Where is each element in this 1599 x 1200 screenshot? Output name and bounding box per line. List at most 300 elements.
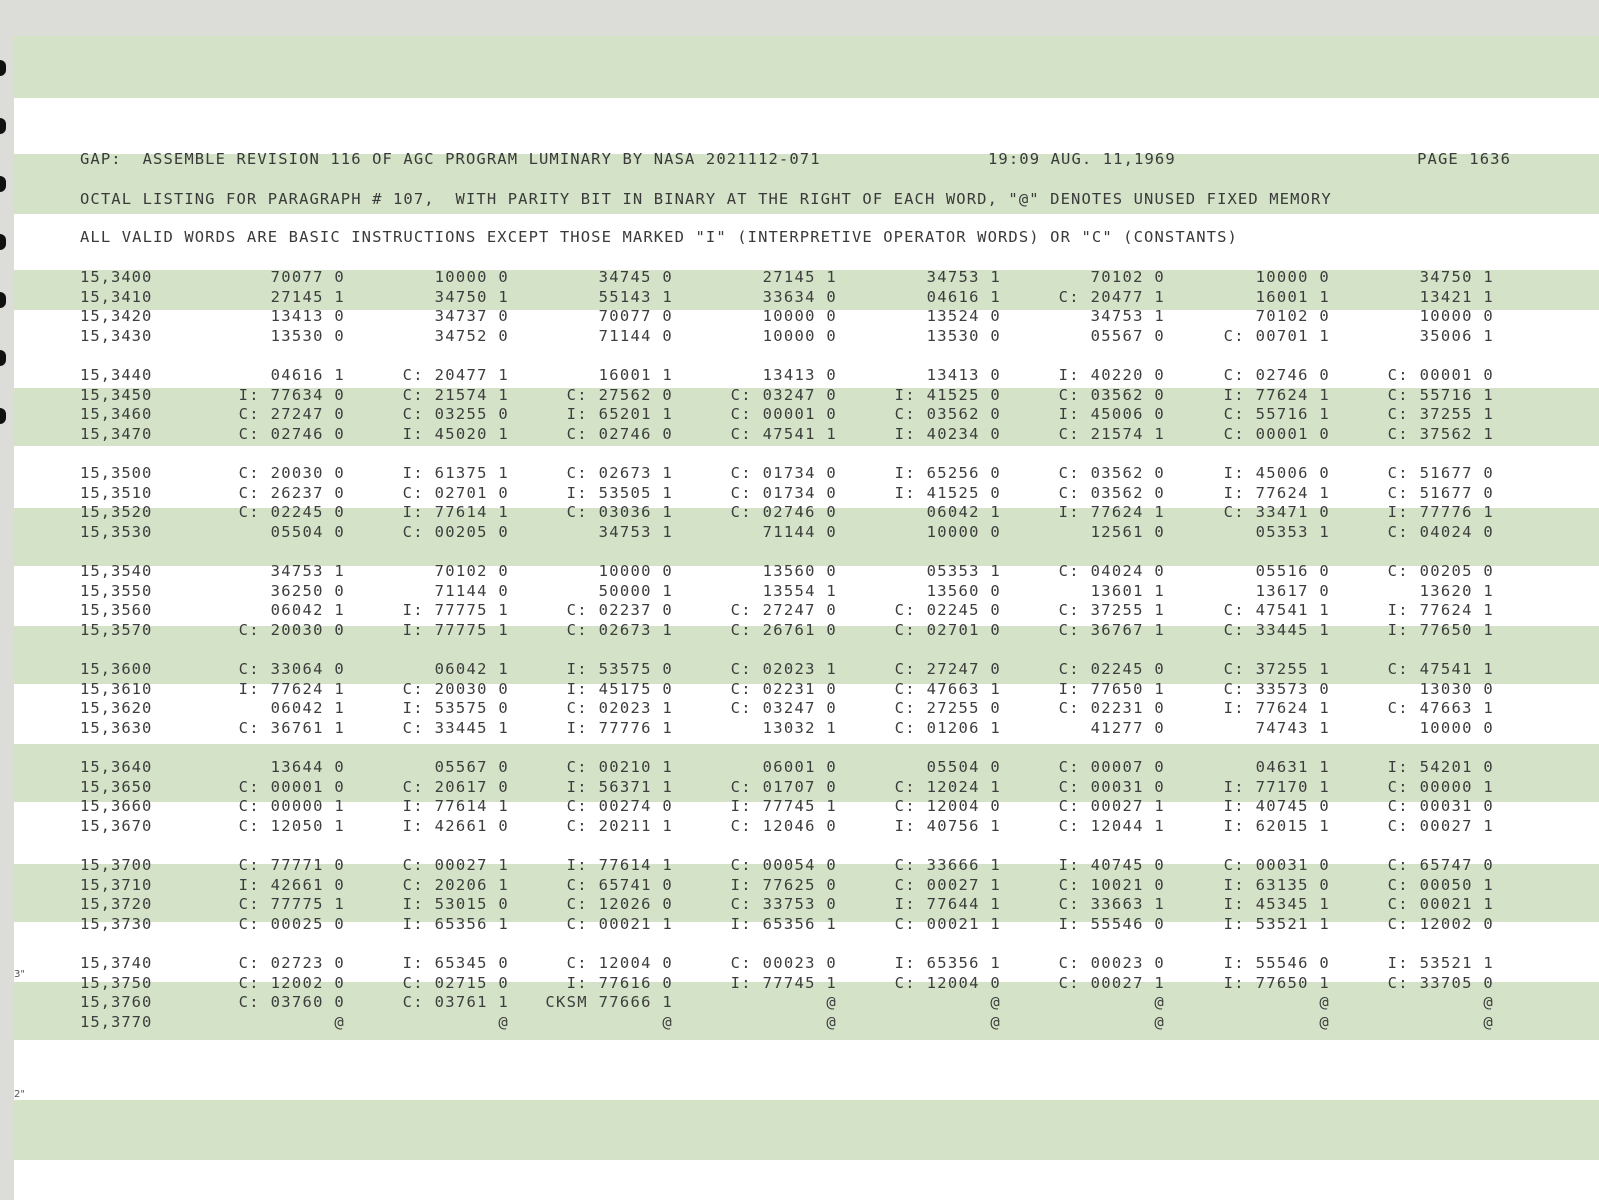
octal-word: C: 33753 0 — [730, 895, 837, 914]
octal-word: C: 03562 0 — [1058, 385, 1165, 404]
octal-word: C: 51677 0 — [1387, 483, 1494, 502]
octal-word: 05353 1 — [1255, 522, 1330, 541]
octal-word: C: 00027 1 — [1387, 816, 1494, 835]
octal-word: C: 12046 0 — [730, 816, 837, 835]
octal-word: C: 02701 0 — [402, 483, 509, 502]
octal-word: C: 47541 1 — [1387, 660, 1494, 678]
memory-address: 15,3600 — [80, 660, 153, 678]
octal-word: I: 53575 0 — [402, 699, 509, 718]
memory-address: 15,3520 — [80, 503, 153, 522]
octal-word: C: 02746 0 — [238, 424, 345, 443]
octal-word: I: 77170 1 — [1223, 777, 1330, 796]
listing-timestamp: 19:09 AUG. 11,1969 — [988, 150, 1176, 168]
octal-word: C: 27247 0 — [730, 601, 837, 620]
octal-word: 27145 1 — [762, 268, 837, 286]
octal-word: C: 03562 0 — [1058, 483, 1165, 502]
octal-word: C: 27247 0 — [894, 660, 1001, 678]
octal-word: C: 02231 0 — [730, 679, 837, 698]
octal-word: C: 03036 1 — [566, 503, 673, 522]
octal-word: C: 02723 0 — [238, 954, 345, 972]
octal-word: C: 03247 0 — [730, 385, 837, 404]
octal-word: I: 40220 0 — [1058, 366, 1165, 384]
octal-word: C: 02245 0 — [894, 601, 1001, 620]
octal-word: C: 00000 1 — [1387, 777, 1494, 796]
memory-address: 15,3560 — [80, 601, 153, 620]
octal-word: C: 20477 1 — [1058, 287, 1165, 306]
octal-word: C: 01707 0 — [730, 777, 837, 796]
octal-word: C: 20617 0 — [402, 777, 509, 796]
octal-word: C: 55716 1 — [1223, 405, 1330, 424]
octal-word: 10000 0 — [1419, 718, 1494, 737]
octal-word: C: 65747 0 — [1387, 856, 1494, 874]
octal-word: C: 00050 1 — [1387, 875, 1494, 894]
octal-word: @ — [990, 993, 1001, 1012]
octal-word: I: 77644 1 — [894, 895, 1001, 914]
octal-word: 27145 1 — [270, 287, 345, 306]
octal-word: 35006 1 — [1419, 326, 1494, 345]
octal-word: 71144 0 — [598, 326, 673, 345]
octal-word: 10000 0 — [762, 326, 837, 345]
octal-word: I: 42661 0 — [238, 875, 345, 894]
octal-word: @ — [990, 1012, 1001, 1031]
octal-word: I: 77614 1 — [402, 503, 509, 522]
margin-mark: 3" — [14, 969, 25, 980]
octal-word: I: 53015 0 — [402, 895, 509, 914]
octal-word: C: 00054 0 — [730, 856, 837, 874]
octal-word: C: 02673 1 — [566, 464, 673, 482]
octal-word: C: 37562 1 — [1387, 424, 1494, 443]
octal-word: I: 55546 0 — [1223, 954, 1330, 972]
octal-word: 50000 1 — [598, 581, 673, 600]
octal-word: 13524 0 — [926, 307, 1001, 326]
octal-word: I: 77614 1 — [402, 797, 509, 816]
octal-word: C: 00027 1 — [1058, 797, 1165, 816]
octal-word: C: 47541 1 — [1223, 601, 1330, 620]
octal-word: I: 77775 1 — [402, 601, 509, 620]
octal-word: 70102 0 — [1255, 307, 1330, 326]
page-number: PAGE 1636 — [1417, 150, 1511, 168]
octal-word: C: 02746 0 — [566, 424, 673, 443]
memory-address: 15,3410 — [80, 287, 153, 306]
memory-address: 15,3450 — [80, 385, 153, 404]
octal-word: CKSM 77666 1 — [545, 993, 673, 1012]
octal-word: C: 21574 1 — [1058, 424, 1165, 443]
octal-word: @ — [826, 1012, 837, 1031]
memory-address: 15,3750 — [80, 973, 153, 992]
octal-word: 06042 1 — [926, 503, 1001, 522]
memory-address: 15,3550 — [80, 581, 153, 600]
octal-word: C: 21574 1 — [402, 385, 509, 404]
memory-address: 15,3530 — [80, 522, 153, 541]
octal-word: C: 20030 0 — [238, 620, 345, 639]
octal-word: 13620 1 — [1419, 581, 1494, 600]
memory-address: 15,3500 — [80, 464, 153, 482]
octal-word: C: 47663 1 — [1387, 699, 1494, 718]
octal-word: C: 03562 0 — [1058, 464, 1165, 482]
octal-word: C: 00001 0 — [1223, 424, 1330, 443]
octal-word: 34752 0 — [434, 326, 509, 345]
octal-word: 70077 0 — [270, 268, 345, 286]
octal-word: C: 47663 1 — [894, 679, 1001, 698]
octal-word: C: 12002 0 — [1387, 914, 1494, 933]
memory-address: 15,3510 — [80, 483, 153, 502]
octal-word: C: 12004 0 — [894, 797, 1001, 816]
memory-address: 15,3640 — [80, 758, 153, 776]
octal-word: 70077 0 — [598, 307, 673, 326]
octal-word: C: 00001 0 — [1387, 366, 1494, 384]
octal-word: I: 45006 0 — [1058, 405, 1165, 424]
memory-address: 15,3400 — [80, 268, 153, 286]
octal-word: C: 02673 1 — [566, 620, 673, 639]
feed-hole — [0, 234, 6, 250]
octal-word: I: 41525 0 — [894, 483, 1001, 502]
octal-word: 13413 0 — [762, 366, 837, 384]
octal-word: 13617 0 — [1255, 581, 1330, 600]
octal-word: 16001 1 — [1255, 287, 1330, 306]
octal-word: I: 77745 1 — [730, 797, 837, 816]
memory-address: 15,3700 — [80, 856, 153, 874]
octal-word: 06001 0 — [762, 758, 837, 776]
octal-word: I: 53505 1 — [566, 483, 673, 502]
octal-word: C: 36767 1 — [1058, 620, 1165, 639]
octal-word: I: 65201 1 — [566, 405, 673, 424]
feed-hole — [0, 292, 6, 308]
octal-word: C: 47541 1 — [730, 424, 837, 443]
octal-word: 55143 1 — [598, 287, 673, 306]
octal-word: C: 00001 0 — [730, 405, 837, 424]
octal-word: @ — [1319, 993, 1330, 1012]
octal-word: I: 77650 1 — [1387, 620, 1494, 639]
octal-word: 13560 0 — [926, 581, 1001, 600]
octal-word: C: 02746 0 — [730, 503, 837, 522]
octal-word: 13030 0 — [1419, 679, 1494, 698]
octal-word: 74743 1 — [1255, 718, 1330, 737]
octal-word: I: 53575 0 — [566, 660, 673, 678]
octal-word: C: 01734 0 — [730, 464, 837, 482]
octal-word: 10000 0 — [1419, 307, 1494, 326]
memory-address: 15,3670 — [80, 816, 153, 835]
octal-word: @ — [1154, 993, 1165, 1012]
feed-hole — [0, 176, 6, 192]
octal-word: 05567 0 — [434, 758, 509, 776]
feed-hole — [0, 118, 6, 134]
octal-word: C: 65741 0 — [566, 875, 673, 894]
octal-word: C: 10021 0 — [1058, 875, 1165, 894]
octal-word: I: 65356 1 — [730, 914, 837, 933]
octal-word: I: 45020 1 — [402, 424, 509, 443]
octal-word: C: 00031 0 — [1058, 777, 1165, 796]
octal-word: 13644 0 — [270, 758, 345, 776]
octal-word: I: 41525 0 — [894, 385, 1001, 404]
octal-word: @ — [662, 1012, 673, 1031]
octal-word: C: 00205 0 — [1387, 562, 1494, 580]
octal-word: I: 77624 1 — [1223, 699, 1330, 718]
octal-word: 10000 0 — [762, 307, 837, 326]
octal-word: C: 01206 1 — [894, 718, 1001, 737]
memory-address: 15,3430 — [80, 326, 153, 345]
octal-word: C: 20030 0 — [238, 464, 345, 482]
memory-address: 15,3440 — [80, 366, 153, 384]
octal-word: C: 00205 0 — [402, 522, 509, 541]
octal-word: C: 02023 1 — [730, 660, 837, 678]
memory-address: 15,3630 — [80, 718, 153, 737]
octal-word: 13560 0 — [762, 562, 837, 580]
octal-word: 10000 0 — [434, 268, 509, 286]
octal-word: 10000 0 — [1255, 268, 1330, 286]
octal-word: C: 00007 0 — [1058, 758, 1165, 776]
octal-word: C: 12004 0 — [894, 973, 1001, 992]
octal-word: @ — [1483, 993, 1494, 1012]
octal-word: C: 04024 0 — [1058, 562, 1165, 580]
octal-word: 04616 1 — [270, 366, 345, 384]
octal-word: I: 56371 1 — [566, 777, 673, 796]
octal-word: C: 37255 1 — [1058, 601, 1165, 620]
octal-word: 70102 0 — [1090, 268, 1165, 286]
octal-word: 34737 0 — [434, 307, 509, 326]
octal-word: @ — [1483, 1012, 1494, 1031]
octal-word: 06042 1 — [270, 601, 345, 620]
octal-word: C: 02701 0 — [894, 620, 1001, 639]
octal-word: C: 55716 1 — [1387, 385, 1494, 404]
octal-word: C: 12002 0 — [238, 973, 345, 992]
octal-word: C: 01734 0 — [730, 483, 837, 502]
octal-word: C: 00027 1 — [402, 856, 509, 874]
octal-word: C: 27562 0 — [566, 385, 673, 404]
octal-word: I: 77624 1 — [1058, 503, 1165, 522]
octal-word: I: 77624 1 — [238, 679, 345, 698]
octal-word: C: 12026 0 — [566, 895, 673, 914]
octal-word: C: 33445 1 — [1223, 620, 1330, 639]
octal-word: C: 37255 1 — [1223, 660, 1330, 678]
octal-word: 12561 0 — [1090, 522, 1165, 541]
octal-word: I: 62015 1 — [1223, 816, 1330, 835]
octal-word: @ — [334, 1012, 345, 1031]
octal-word: I: 77650 1 — [1223, 973, 1330, 992]
octal-word: C: 02023 1 — [566, 699, 673, 718]
octal-word: C: 77771 0 — [238, 856, 345, 874]
octal-word: I: 77634 0 — [238, 385, 345, 404]
octal-word: C: 00021 1 — [566, 914, 673, 933]
octal-word: 41277 0 — [1090, 718, 1165, 737]
octal-word: 16001 1 — [598, 366, 673, 384]
octal-word: C: 12050 1 — [238, 816, 345, 835]
octal-word: 06042 1 — [270, 699, 345, 718]
memory-address: 15,3570 — [80, 620, 153, 639]
listing-header-description: OCTAL LISTING FOR PARAGRAPH # 107, WITH PARITY BIT IN BINARY AT THE RIGHT OF EACH WORD, "@" DENOTES UNUSED FIXED MEMORY — [80, 190, 1332, 208]
octal-word: I: 40756 1 — [894, 816, 1001, 835]
octal-word: C: 00210 1 — [566, 758, 673, 776]
octal-word: C: 00000 1 — [238, 797, 345, 816]
memory-address: 15,3650 — [80, 777, 153, 796]
octal-word: 34750 1 — [434, 287, 509, 306]
octal-word: I: 40745 0 — [1058, 856, 1165, 874]
margin-mark: 2" — [14, 1089, 25, 1100]
memory-address: 15,3620 — [80, 699, 153, 718]
octal-word: C: 33573 0 — [1223, 679, 1330, 698]
octal-word: C: 00021 1 — [894, 914, 1001, 933]
memory-address: 15,3460 — [80, 405, 153, 424]
octal-word: I: 77614 1 — [566, 856, 673, 874]
octal-word: 10000 0 — [598, 562, 673, 580]
printout-sheet — [14, 36, 1599, 1200]
octal-word: 05504 0 — [926, 758, 1001, 776]
octal-word: I: 65356 1 — [894, 954, 1001, 972]
octal-word: I: 77650 1 — [1058, 679, 1165, 698]
octal-word: C: 12004 0 — [566, 954, 673, 972]
octal-word: C: 02715 0 — [402, 973, 509, 992]
octal-word: 10000 0 — [926, 522, 1001, 541]
octal-word: C: 00025 0 — [238, 914, 345, 933]
octal-word: 71144 0 — [762, 522, 837, 541]
octal-word: 05353 1 — [926, 562, 1001, 580]
octal-word: C: 36761 1 — [238, 718, 345, 737]
feed-hole — [0, 350, 6, 366]
greenbar-band — [14, 1100, 1599, 1160]
octal-word: I: 77775 1 — [402, 620, 509, 639]
octal-word: 33634 0 — [762, 287, 837, 306]
feed-hole — [0, 408, 6, 424]
octal-word: 13413 0 — [926, 366, 1001, 384]
octal-word: C: 03760 0 — [238, 993, 345, 1012]
octal-word: C: 20030 0 — [402, 679, 509, 698]
octal-word: 13530 0 — [926, 326, 1001, 345]
octal-word: C: 00001 0 — [238, 777, 345, 796]
octal-word: @ — [826, 993, 837, 1012]
octal-word: I: 65356 1 — [402, 914, 509, 933]
memory-address: 15,3470 — [80, 424, 153, 443]
octal-word: 13413 0 — [270, 307, 345, 326]
octal-word: C: 03255 0 — [402, 405, 509, 424]
octal-word: C: 20206 1 — [402, 875, 509, 894]
listing-header-title: GAP: ASSEMBLE REVISION 116 OF AGC PROGRAM LUMINARY BY NASA 2021112-071 — [80, 150, 821, 168]
octal-word: C: 20211 1 — [566, 816, 673, 835]
memory-address: 15,3730 — [80, 914, 153, 933]
octal-word: C: 20477 1 — [402, 366, 509, 384]
octal-word: C: 12044 1 — [1058, 816, 1165, 835]
octal-word: I: 54201 0 — [1387, 758, 1494, 776]
octal-word: C: 33666 1 — [894, 856, 1001, 874]
octal-word: C: 03562 0 — [894, 405, 1001, 424]
octal-word: I: 40745 0 — [1223, 797, 1330, 816]
octal-word: C: 02245 0 — [238, 503, 345, 522]
octal-word: 04616 1 — [926, 287, 1001, 306]
octal-word: I: 42661 0 — [402, 816, 509, 835]
memory-address: 15,3720 — [80, 895, 153, 914]
octal-word: I: 40234 0 — [894, 424, 1001, 443]
octal-word: C: 03761 1 — [402, 993, 509, 1012]
octal-word: 13421 1 — [1419, 287, 1494, 306]
octal-word: I: 77616 0 — [566, 973, 673, 992]
octal-word: C: 37255 1 — [1387, 405, 1494, 424]
memory-address: 15,3540 — [80, 562, 153, 580]
octal-word: I: 55546 0 — [1058, 914, 1165, 933]
octal-word: I: 77625 0 — [730, 875, 837, 894]
octal-word: C: 33064 0 — [238, 660, 345, 678]
octal-word: I: 53521 1 — [1387, 954, 1494, 972]
octal-word: C: 12024 1 — [894, 777, 1001, 796]
octal-word: 71144 0 — [434, 581, 509, 600]
octal-word: C: 00021 1 — [1387, 895, 1494, 914]
octal-word: I: 45175 0 — [566, 679, 673, 698]
octal-word: C: 00031 0 — [1223, 856, 1330, 874]
octal-word: C: 02746 0 — [1223, 366, 1330, 384]
octal-word: I: 45006 0 — [1223, 464, 1330, 482]
octal-word: C: 26761 0 — [730, 620, 837, 639]
octal-word: I: 45345 1 — [1223, 895, 1330, 914]
octal-word: I: 77624 1 — [1387, 601, 1494, 620]
greenbar-band — [14, 36, 1599, 98]
memory-address: 15,3760 — [80, 993, 153, 1012]
memory-address: 15,3740 — [80, 954, 153, 972]
memory-address: 15,3660 — [80, 797, 153, 816]
octal-word: 34753 1 — [926, 268, 1001, 286]
feed-hole — [0, 60, 6, 76]
octal-word: C: 27247 0 — [238, 405, 345, 424]
octal-word: I: 63135 0 — [1223, 875, 1330, 894]
octal-word: C: 00274 0 — [566, 797, 673, 816]
octal-word: I: 65345 0 — [402, 954, 509, 972]
memory-address: 15,3770 — [80, 1012, 153, 1031]
octal-word: 05567 0 — [1090, 326, 1165, 345]
octal-word: 34753 1 — [1090, 307, 1165, 326]
octal-word: @ — [1319, 1012, 1330, 1031]
octal-word: @ — [1154, 1012, 1165, 1031]
octal-word: I: 61375 1 — [402, 464, 509, 482]
octal-word: I: 77776 1 — [1387, 503, 1494, 522]
octal-word: 70102 0 — [434, 562, 509, 580]
octal-word: C: 04024 0 — [1387, 522, 1494, 541]
octal-word: 34753 1 — [598, 522, 673, 541]
octal-word: 13530 0 — [270, 326, 345, 345]
octal-word: 05504 0 — [270, 522, 345, 541]
octal-word: C: 33705 0 — [1387, 973, 1494, 992]
memory-address: 15,3710 — [80, 875, 153, 894]
listing-header-legend: ALL VALID WORDS ARE BASIC INSTRUCTIONS EXCEPT THOSE MARKED "I" (INTERPRETIVE OPERATOR WORDS) OR "C" (CONSTANTS) — [80, 228, 1238, 246]
octal-word: C: 26237 0 — [238, 483, 345, 502]
tractor-feed-holes — [0, 0, 14, 1200]
octal-word: C: 00027 1 — [894, 875, 1001, 894]
memory-address: 15,3610 — [80, 679, 153, 698]
octal-word: 13554 1 — [762, 581, 837, 600]
octal-word: C: 02237 0 — [566, 601, 673, 620]
octal-word: 13601 1 — [1090, 581, 1165, 600]
octal-word: 36250 0 — [270, 581, 345, 600]
octal-word: C: 51677 0 — [1387, 464, 1494, 482]
octal-word: C: 02231 0 — [1058, 699, 1165, 718]
octal-word: C: 03247 0 — [730, 699, 837, 718]
octal-word: 04631 1 — [1255, 758, 1330, 776]
octal-word: C: 33663 1 — [1058, 895, 1165, 914]
octal-word: 05516 0 — [1255, 562, 1330, 580]
octal-word: C: 33471 0 — [1223, 503, 1330, 522]
octal-word: C: 00027 1 — [1058, 973, 1165, 992]
octal-word: I: 77624 1 — [1223, 385, 1330, 404]
octal-word: I: 77745 1 — [730, 973, 837, 992]
octal-word: I: 77624 1 — [1223, 483, 1330, 502]
octal-word: I: 77776 1 — [566, 718, 673, 737]
octal-word: 13032 1 — [762, 718, 837, 737]
octal-word: 34753 1 — [270, 562, 345, 580]
octal-word: C: 00023 0 — [730, 954, 837, 972]
octal-word: C: 00023 0 — [1058, 954, 1165, 972]
octal-word: @ — [498, 1012, 509, 1031]
octal-word: C: 27255 0 — [894, 699, 1001, 718]
octal-word: 06042 1 — [434, 660, 509, 678]
octal-word: 34745 0 — [598, 268, 673, 286]
octal-word: I: 65256 0 — [894, 464, 1001, 482]
octal-word: C: 00701 1 — [1223, 326, 1330, 345]
octal-word: I: 53521 1 — [1223, 914, 1330, 933]
